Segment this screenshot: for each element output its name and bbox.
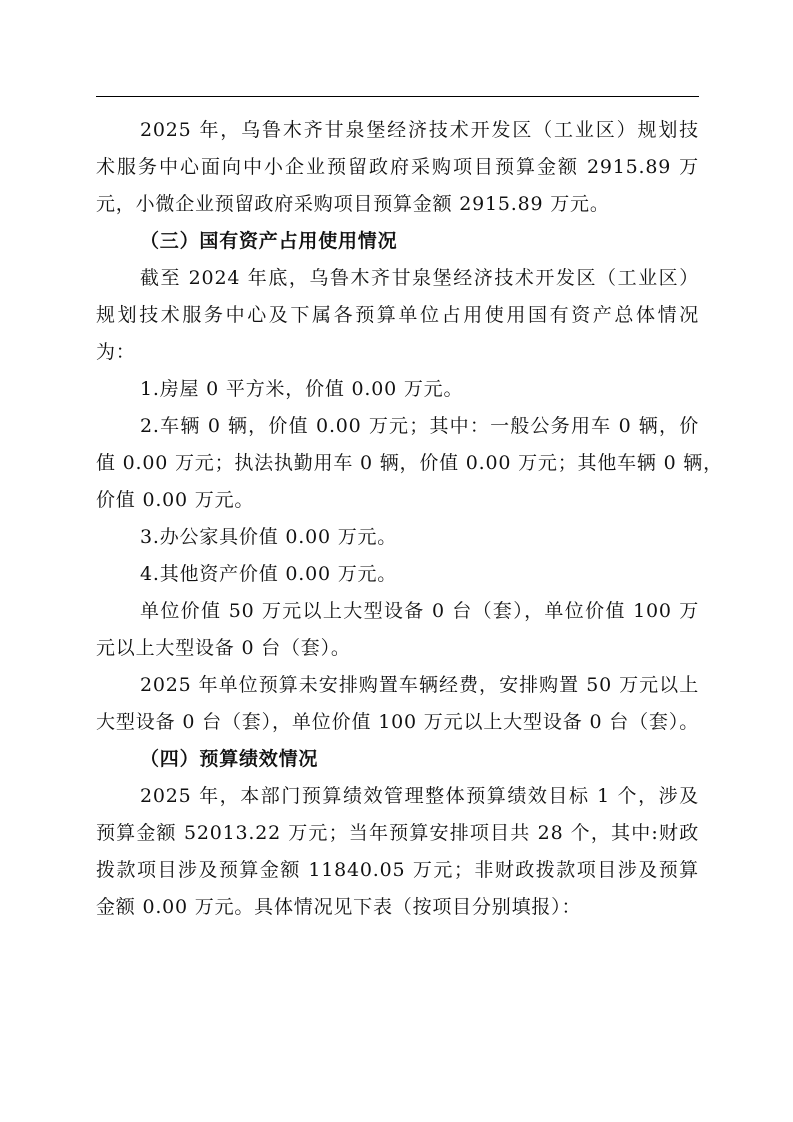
text-line: 单位价值 50 万元以上大型设备 0 台（套），单位价值 100 万 xyxy=(140,600,699,622)
text-line: 2025 年，乌鲁木齐甘泉堡经济技术开发区（工业区）规划技 xyxy=(140,119,699,141)
text-line: 2025 年，本部门预算绩效管理整体预算绩效目标 1 个，涉及 xyxy=(140,785,699,807)
text-line: 大型设备 0 台（套），单位价值 100 万元以上大型设备 0 台（套）。 xyxy=(96,711,699,733)
section-heading-performance: （四）预算绩效情况 xyxy=(140,748,319,770)
section-heading-assets: （三）国有资产占用使用情况 xyxy=(140,230,398,252)
text-line: 金额 0.00 万元。具体情况见下表（按项目分别填报）： xyxy=(96,896,582,918)
paragraph-performance xyxy=(96,778,699,926)
text-line: 值 0.00 万元；执法执勤用车 0 辆，价值 0.00 万元；其他车辆 0 辆， xyxy=(96,452,723,474)
text-line: 术服务中心面向中小企业预留政府采购项目预算金额 2915.89 万 xyxy=(96,156,699,178)
text-line: 为： xyxy=(96,341,136,363)
list-item-other-assets: 4.其他资产价值 0.00 万元。 xyxy=(140,563,398,585)
paragraph-assets-intro xyxy=(96,260,699,371)
document-body xyxy=(96,112,723,926)
text-line: 2.车辆 0 辆，价值 0.00 万元；其中：一般公务用车 0 辆，价 xyxy=(140,415,699,437)
header-rule xyxy=(96,96,699,97)
paragraph-equipment xyxy=(96,593,699,667)
text-line: 2025 年单位预算未安排购置车辆经费，安排购置 50 万元以上 xyxy=(140,674,699,696)
paragraph-purchase-plan xyxy=(96,667,699,741)
text-line: 元，小微企业预留政府采购项目预算金额 2915.89 万元。 xyxy=(96,193,610,215)
paragraph-procurement xyxy=(96,112,699,223)
list-item-furniture: 3.办公家具价值 0.00 万元。 xyxy=(140,526,398,548)
text-line: 拨款项目涉及预算金额 11840.05 万元；非财政拨款项目涉及预算 xyxy=(96,859,699,881)
text-line: 截至 2024 年底，乌鲁木齐甘泉堡经济技术开发区（工业区） xyxy=(140,267,699,289)
list-item-buildings: 1.房屋 0 平方米，价值 0.00 万元。 xyxy=(140,378,464,400)
text-line: 价值 0.00 万元。 xyxy=(96,489,255,511)
text-line: 元以上大型设备 0 台（套）。 xyxy=(96,637,351,659)
list-item-vehicles xyxy=(96,408,723,519)
text-line: 规划技术服务中心及下属各预算单位占用使用国有资产总体情况 xyxy=(96,304,699,326)
text-line: 预算金额 52013.22 万元；当年预算安排项目共 28 个，其中:财政 xyxy=(96,822,699,844)
